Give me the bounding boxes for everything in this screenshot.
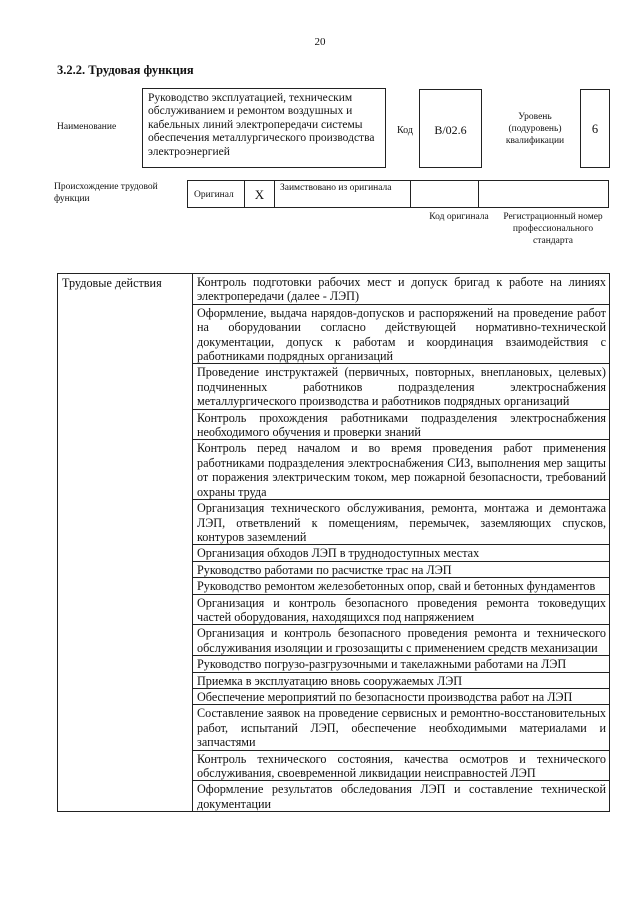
action-item: Руководство работами по расчистке трас на ЛЭП [193,562,609,578]
origin-table [187,180,610,208]
action-item: Контроль подготовки рабочих мест и допуск бригад к работе на линиях электропередачи (далее - ЛЭП) [193,274,609,305]
action-item: Оформление, выдача нарядов-допусков и распоряжений на проведение работ на оборудовании согласно действующей нормативно-технической документации, допуск к работам и координация взаимодействия с работниками подрядных организаций [193,305,609,365]
origin-label: Происхождение трудовой функции [54,182,158,204]
borrowed-label-cell: Заимствовано из оригинала [274,180,411,208]
action-item: Контроль перед началом и во время проведения работ применения работниками подразделения электроснабжения СИЗ, выполнения мер защиты от поражения электрическим током, мер пожарной безопасности, требований охраны труда [193,440,609,500]
registration-number-caption: Регистрационный номер профессионального стандарта [503,212,603,246]
original-mark-cell: X [244,180,275,208]
code-value-box: B/02.6 [419,89,482,168]
function-name-box: Руководство эксплуатацией, техническим обслуживанием и ремонтом воздушных и кабельных линий электропередачи системы обеспечения металлургического производства электроэнергией [142,88,386,168]
original-code-cell [410,180,479,208]
labor-actions-header: Трудовые действия [58,274,193,811]
page-number: 20 [314,36,326,48]
original-label-cell: Оригинал [187,180,245,208]
name-label: Наименование [57,122,117,132]
qualification-level-box: 6 [580,89,610,168]
action-item: Организация и контроль безопасного проведения ремонта токоведущих частей оборудования, находящихся под напряжением [193,595,609,626]
original-code-caption: Код оригинала [429,212,489,222]
action-item: Обеспечение мероприятий по безопасности производства работ на ЛЭП [193,689,609,705]
action-item: Руководство ремонтом железобетонных опор, свай и бетонных фундаментов [193,578,609,594]
action-item: Приемка в эксплуатацию вновь сооружаемых ЛЭП [193,673,609,689]
code-label: Код [397,125,413,136]
action-item: Руководство погрузо-разгрузочными и такелажными работами на ЛЭП [193,656,609,672]
labor-actions-list [193,274,609,811]
action-item: Организация технического обслуживания, ремонта, монтажа и демонтажа ЛЭП, ответвлений к помещениям, перемычек, заземляющих спусков, контуров заземлений [193,500,609,545]
action-item: Оформление результатов обследования ЛЭП и составление технической документации [197,782,606,811]
action-item: Контроль технического состояния, качества осмотров и технического обслуживания, своевременной ликвидации неисправностей ЛЭП [193,751,609,782]
registration-number-cell [478,180,609,208]
action-item: Организация и контроль безопасного проведения ремонта и технического обслуживания изоляции и грозозащиты с применением средств механизации [193,625,609,656]
action-item: Контроль прохождения работниками подразделения электроснабжения необходимого обучения и проверки знаний [193,410,609,441]
action-item: Составление заявок на проведение сервисных и ремонтно-восстановительных работ, испытаний ЛЭП, обеспечение необходимыми материалами и запчастями [193,705,609,750]
action-item: Организация обходов ЛЭП в труднодоступных местах [193,545,609,561]
action-item: Проведение инструктажей (первичных, повторных, внеплановых, целевых) подчиненных работников подразделения электроснабжения металлургического производства и работников подрядных организаций [193,364,609,409]
qualification-level-label: Уровень (подуровень) квалификации [505,112,565,146]
section-title: 3.2.2. Трудовая функция [57,63,194,77]
labor-actions-table [57,273,610,812]
